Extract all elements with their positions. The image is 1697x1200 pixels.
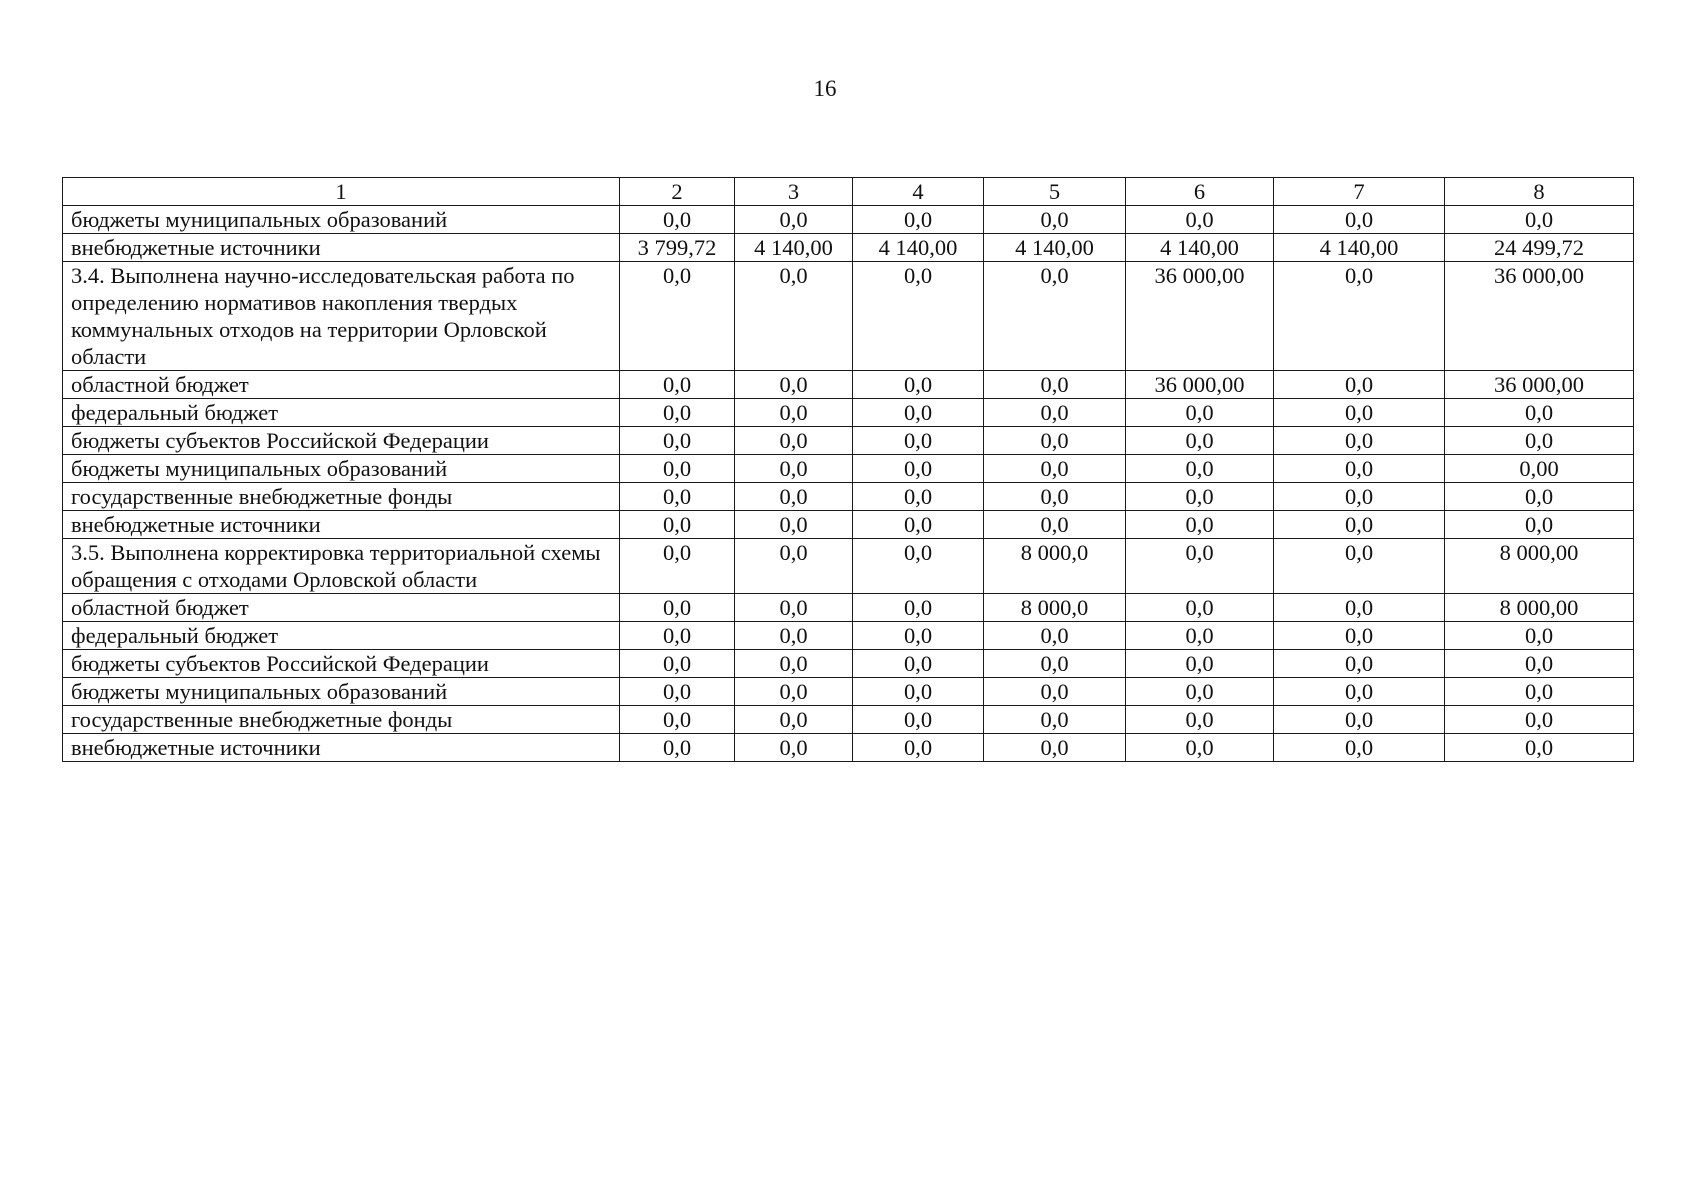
table-row — [63, 262, 1634, 371]
value-cell: 0,0 — [1126, 678, 1274, 706]
row-label: областной бюджет — [63, 371, 620, 399]
value-cell: 0,0 — [1126, 539, 1274, 594]
value-cell: 4 140,00 — [1274, 234, 1445, 262]
value-cell: 0,0 — [620, 734, 735, 762]
value-cell: 0,0 — [735, 678, 853, 706]
column-header: 7 — [1274, 178, 1445, 206]
value-cell: 8 000,00 — [1445, 539, 1634, 594]
value-cell: 0,0 — [1274, 371, 1445, 399]
table-body — [63, 206, 1634, 762]
value-cell: 0,0 — [1445, 622, 1634, 650]
row-label: 3.5. Выполнена корректировка территориальной схемы обращения с отходами Орловской области — [63, 539, 620, 594]
value-cell: 0,0 — [984, 650, 1126, 678]
table-row — [63, 539, 1634, 594]
value-cell: 0,0 — [984, 371, 1126, 399]
value-cell: 0,0 — [984, 622, 1126, 650]
column-header: 1 — [63, 178, 620, 206]
value-cell: 0,0 — [1274, 594, 1445, 622]
value-cell: 0,0 — [1274, 678, 1445, 706]
value-cell: 0,0 — [1126, 455, 1274, 483]
value-cell: 0,0 — [620, 678, 735, 706]
row-label: внебюджетные источники — [63, 734, 620, 762]
value-cell: 0,0 — [620, 455, 735, 483]
value-cell: 0,0 — [1126, 399, 1274, 427]
value-cell: 0,0 — [735, 511, 853, 539]
value-cell: 0,0 — [984, 483, 1126, 511]
value-cell: 0,0 — [1274, 262, 1445, 371]
value-cell: 0,0 — [735, 455, 853, 483]
value-cell: 0,0 — [735, 206, 853, 234]
value-cell: 0,0 — [1445, 678, 1634, 706]
value-cell: 0,0 — [1126, 483, 1274, 511]
table-row — [63, 706, 1634, 734]
value-cell: 0,0 — [1126, 622, 1274, 650]
value-cell: 36 000,00 — [1126, 262, 1274, 371]
value-cell: 0,0 — [853, 511, 984, 539]
table-row — [63, 678, 1634, 706]
table-row — [63, 594, 1634, 622]
value-cell: 0,0 — [735, 706, 853, 734]
value-cell: 0,0 — [1274, 511, 1445, 539]
value-cell: 0,0 — [853, 206, 984, 234]
value-cell: 0,0 — [735, 622, 853, 650]
row-label: бюджеты муниципальных образований — [63, 678, 620, 706]
value-cell: 0,0 — [1445, 706, 1634, 734]
value-cell: 0,0 — [620, 262, 735, 371]
value-cell: 0,0 — [984, 427, 1126, 455]
row-label: областной бюджет — [63, 594, 620, 622]
table-header-row — [63, 178, 1634, 206]
table-row — [63, 622, 1634, 650]
value-cell: 0,0 — [853, 399, 984, 427]
value-cell: 4 140,00 — [853, 234, 984, 262]
value-cell: 0,0 — [1445, 399, 1634, 427]
value-cell: 0,0 — [735, 399, 853, 427]
value-cell: 0,0 — [1445, 483, 1634, 511]
column-header: 5 — [984, 178, 1126, 206]
value-cell: 0,0 — [853, 455, 984, 483]
row-label: бюджеты муниципальных образований — [63, 455, 620, 483]
value-cell: 0,0 — [984, 455, 1126, 483]
row-label: бюджеты субъектов Российской Федерации — [63, 427, 620, 455]
value-cell: 0,0 — [620, 706, 735, 734]
value-cell: 0,0 — [1126, 706, 1274, 734]
row-label: федеральный бюджет — [63, 622, 620, 650]
value-cell: 36 000,00 — [1445, 262, 1634, 371]
value-cell: 0,0 — [620, 511, 735, 539]
value-cell: 0,0 — [1274, 706, 1445, 734]
value-cell: 0,0 — [735, 371, 853, 399]
row-label: 3.4. Выполнена научно-исследовательская работа по определению нормативов накопления твердых коммунальных отходов на территории Орловской области — [63, 262, 620, 371]
row-label: внебюджетные источники — [63, 511, 620, 539]
value-cell: 0,0 — [1274, 427, 1445, 455]
value-cell: 0,0 — [1274, 455, 1445, 483]
row-label: федеральный бюджет — [63, 399, 620, 427]
value-cell: 0,0 — [620, 399, 735, 427]
value-cell: 0,0 — [853, 622, 984, 650]
value-cell: 4 140,00 — [735, 234, 853, 262]
table-row — [63, 427, 1634, 455]
column-header: 6 — [1126, 178, 1274, 206]
value-cell: 0,0 — [1274, 734, 1445, 762]
value-cell: 0,0 — [1274, 650, 1445, 678]
value-cell: 0,00 — [1445, 455, 1634, 483]
value-cell: 0,0 — [620, 650, 735, 678]
value-cell: 0,0 — [735, 427, 853, 455]
row-label: бюджеты муниципальных образований — [63, 206, 620, 234]
column-header: 3 — [735, 178, 853, 206]
table-row — [63, 455, 1634, 483]
column-header: 2 — [620, 178, 735, 206]
value-cell: 0,0 — [735, 594, 853, 622]
value-cell: 0,0 — [735, 650, 853, 678]
value-cell: 0,0 — [735, 539, 853, 594]
value-cell: 0,0 — [1445, 427, 1634, 455]
value-cell: 36 000,00 — [1445, 371, 1634, 399]
value-cell: 0,0 — [1126, 511, 1274, 539]
table-row — [63, 234, 1634, 262]
value-cell: 0,0 — [735, 483, 853, 511]
value-cell: 0,0 — [735, 734, 853, 762]
page-number: 16 — [813, 76, 837, 101]
value-cell: 8 000,00 — [1445, 594, 1634, 622]
value-cell: 0,0 — [853, 650, 984, 678]
table-row — [63, 206, 1634, 234]
value-cell: 0,0 — [1445, 206, 1634, 234]
value-cell: 0,0 — [620, 622, 735, 650]
value-cell: 0,0 — [620, 371, 735, 399]
value-cell: 36 000,00 — [1126, 371, 1274, 399]
value-cell: 0,0 — [853, 594, 984, 622]
value-cell: 3 799,72 — [620, 234, 735, 262]
value-cell: 0,0 — [1126, 650, 1274, 678]
value-cell: 0,0 — [620, 483, 735, 511]
value-cell: 0,0 — [620, 427, 735, 455]
budget-table — [62, 177, 1634, 762]
row-label: внебюджетные источники — [63, 234, 620, 262]
table-row — [63, 399, 1634, 427]
value-cell: 0,0 — [984, 206, 1126, 234]
value-cell: 8 000,0 — [984, 594, 1126, 622]
value-cell: 0,0 — [1274, 622, 1445, 650]
column-header: 8 — [1445, 178, 1634, 206]
value-cell: 0,0 — [984, 511, 1126, 539]
value-cell: 0,0 — [984, 399, 1126, 427]
value-cell: 0,0 — [1126, 427, 1274, 455]
value-cell: 0,0 — [620, 539, 735, 594]
value-cell: 0,0 — [735, 262, 853, 371]
value-cell: 0,0 — [1274, 539, 1445, 594]
value-cell: 0,0 — [853, 427, 984, 455]
table-row — [63, 734, 1634, 762]
value-cell: 0,0 — [1126, 206, 1274, 234]
value-cell: 0,0 — [1274, 483, 1445, 511]
value-cell: 24 499,72 — [1445, 234, 1634, 262]
table-row — [63, 371, 1634, 399]
value-cell: 0,0 — [853, 539, 984, 594]
value-cell: 0,0 — [853, 371, 984, 399]
row-label: государственные внебюджетные фонды — [63, 483, 620, 511]
value-cell: 0,0 — [1445, 511, 1634, 539]
value-cell: 0,0 — [1445, 734, 1634, 762]
value-cell: 0,0 — [1445, 650, 1634, 678]
row-label: бюджеты субъектов Российской Федерации — [63, 650, 620, 678]
table-row — [63, 511, 1634, 539]
value-cell: 0,0 — [853, 678, 984, 706]
value-cell: 8 000,0 — [984, 539, 1126, 594]
column-header: 4 — [853, 178, 984, 206]
value-cell: 0,0 — [1274, 399, 1445, 427]
value-cell: 0,0 — [1126, 594, 1274, 622]
value-cell: 0,0 — [984, 678, 1126, 706]
value-cell: 0,0 — [984, 734, 1126, 762]
value-cell: 0,0 — [853, 706, 984, 734]
value-cell: 4 140,00 — [1126, 234, 1274, 262]
value-cell: 0,0 — [620, 206, 735, 234]
table-row — [63, 483, 1634, 511]
value-cell: 0,0 — [853, 483, 984, 511]
table-row — [63, 650, 1634, 678]
value-cell: 0,0 — [1126, 734, 1274, 762]
value-cell: 0,0 — [1274, 206, 1445, 234]
value-cell: 0,0 — [853, 262, 984, 371]
row-label: государственные внебюджетные фонды — [63, 706, 620, 734]
value-cell: 0,0 — [984, 706, 1126, 734]
value-cell: 4 140,00 — [984, 234, 1126, 262]
value-cell: 0,0 — [853, 734, 984, 762]
value-cell: 0,0 — [984, 262, 1126, 371]
value-cell: 0,0 — [620, 594, 735, 622]
